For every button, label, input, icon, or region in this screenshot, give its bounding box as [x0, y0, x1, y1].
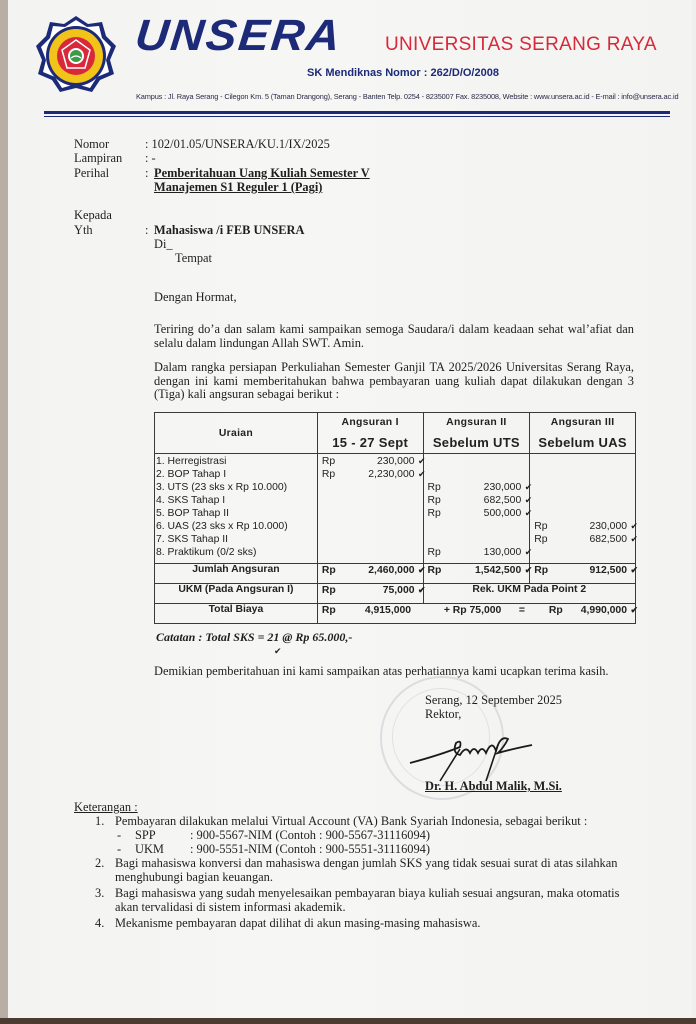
total-a1: 4,915,000: [364, 605, 412, 616]
desk-edge-left: [0, 0, 8, 1024]
note-1-number: 1.: [95, 814, 105, 828]
sk-number: SK Mendiknas Nomor : 262/D/O/2008: [307, 67, 499, 79]
closing-paragraph: Demikian pemberitahuan ini kami sampaikan atas perhatiannya kami ucapkan terima kasih.: [154, 664, 609, 678]
jumlah-a3: Rp 912,500 ✔: [530, 564, 636, 584]
check-mark-icon: ✔: [417, 585, 426, 595]
kepada-label: Kepada: [74, 208, 112, 222]
ukm-label: UKM (Pada Angsuran I): [155, 584, 318, 604]
item-bop-tahap-1: 2. BOP Tahap I: [156, 469, 227, 480]
installment-table: [154, 412, 636, 624]
check-mark-icon: ✔: [630, 605, 638, 615]
header-rule-thin: [44, 116, 670, 117]
a2-praktikum: Rp 130,000 ✔: [427, 547, 533, 558]
paragraph-greeting: Teriring do’a dan salam kami sampaikan semoga Saudara/i dalam keadaan sehat wal’afiat dan selalu dalam lindungan Allah SWT. Amin.: [154, 322, 634, 350]
catatan-note: Catatan : Total SKS = 21 @ Rp 65.000,-: [156, 630, 353, 644]
item-bop-tahap-2: 5. BOP Tahap II: [156, 508, 229, 519]
brand-wordmark: UNSERA: [133, 10, 345, 60]
perihal-line-2: Manajemen S1 Reguler 1 (Pagi): [154, 180, 323, 194]
check-mark-icon: ✔: [274, 646, 282, 656]
check-mark-icon: ✔: [417, 469, 426, 479]
yth-colon: :: [145, 223, 149, 237]
keterangan-title: Keterangan :: [74, 800, 138, 814]
check-mark-icon: ✔: [524, 508, 533, 518]
note-3-line-2: akan tervalidasi di sistem informasi akademik.: [115, 900, 346, 914]
note-3-number: 3.: [95, 886, 105, 900]
header-angsuran-3: Angsuran III: [530, 413, 636, 432]
check-mark-icon: ✔: [630, 534, 638, 544]
a2-bop-tahap-2: Rp 500,000 ✔: [427, 508, 533, 519]
note-2-number: 2.: [95, 856, 105, 870]
item-herregistrasi: 1. Herregistrasi: [156, 456, 227, 467]
ukm-dash: -: [117, 842, 122, 856]
item-uas: 6. UAS (23 sks x Rp 10.000): [156, 521, 288, 532]
nomor-value: : 102/01.05/UNSERA/KU.1/IX/2025: [145, 137, 330, 151]
university-name: UNIVERSITAS SERANG RAYA: [385, 34, 657, 55]
jumlah-a2: Rp 1,542,500 ✔: [423, 564, 530, 584]
total-row: Rp 4,915,000 + Rp 75,000 = Rp 4,990,000 ✔: [317, 604, 635, 624]
total-label: Total Biaya: [155, 604, 318, 624]
header-rule-thick: [44, 111, 670, 114]
check-mark-icon: ✔: [524, 547, 533, 557]
jumlah-a1: Rp 2,460,000 ✔: [317, 564, 423, 584]
check-mark-icon: ✔: [524, 495, 533, 505]
spp-label: SPP: [135, 828, 156, 842]
note-2-line-1: Bagi mahasiswa konversi dan mahasiswa dengan jumlah SKS yang tidak sesuai surat di atas silahkan: [115, 856, 618, 870]
note-4-number: 4.: [95, 916, 105, 930]
signatory-name: Dr. H. Abdul Malik, M.Si.: [425, 779, 562, 793]
angsuran-1-amounts: [317, 454, 426, 564]
angsuran-2-amounts: [423, 454, 533, 564]
header-angsuran-1-period: 15 - 27 Sept: [317, 431, 423, 454]
jumlah-label: Jumlah Angsuran: [155, 564, 318, 584]
a2-sks-tahap-1: Rp 682,500 ✔: [427, 495, 533, 506]
ukm-va-label: UKM: [135, 842, 164, 856]
salutation: Dengan Hormat,: [154, 290, 237, 304]
total-equals: =: [518, 605, 525, 616]
note-2-line-2: menghubungi bagian keuangan.: [115, 870, 273, 884]
check-mark-icon: ✔: [630, 521, 638, 531]
note-4-text: Mekanisme pembayaran dapat dilihat di akun masing-masing mahasiswa.: [115, 916, 481, 930]
perihal-label: Perihal: [74, 166, 110, 180]
university-logo: [34, 14, 118, 98]
perihal-line-1: Pemberitahuan Uang Kuliah Semester V: [154, 166, 370, 180]
recipient-di: Di_: [154, 237, 173, 251]
item-praktikum: 8. Praktikum (0/2 sks): [156, 547, 257, 558]
a1-herregistrasi: Rp 230,000 ✔: [321, 456, 426, 467]
item-uts: 3. UTS (23 sks x Rp 10.000): [156, 482, 288, 493]
check-mark-icon: ✔: [417, 565, 426, 575]
ukm-va-value: : 900-5551-NIM (Contoh : 900-5551-31116094): [190, 842, 430, 856]
check-mark-icon: ✔: [524, 482, 533, 492]
signatory-title: Rektor,: [425, 707, 462, 721]
lampiran-label: Lampiran: [74, 151, 123, 165]
total-ukm-plus: + Rp 75,000: [443, 605, 502, 616]
items-column: [155, 454, 318, 564]
lampiran-value: : -: [145, 151, 156, 165]
perihal-colon: :: [145, 166, 149, 180]
header-angsuran-2: Angsuran II: [423, 413, 530, 432]
place-date: Serang, 12 September 2025: [425, 693, 562, 707]
nomor-label: Nomor: [74, 137, 110, 151]
note-1-text: Pembayaran dilakukan melalui Virtual Account (VA) Bank Syariah Indonesia, sebagai berikut :: [115, 814, 588, 828]
note-3-line-1: Bagi mahasiswa yang sudah menyelesaikan pembayaran biaya kuliah sesuai angsuran, maka otomatis: [115, 886, 620, 900]
total-final: 4,990,000: [580, 605, 627, 616]
recipient: Mahasiswa /i FEB UNSERA: [154, 223, 305, 237]
ukm-note: Rek. UKM Pada Point 2: [423, 584, 635, 604]
header-angsuran-2-period: Sebelum UTS: [423, 431, 530, 454]
check-mark-icon: ✔: [630, 565, 638, 575]
check-mark-icon: ✔: [524, 565, 533, 575]
ukm-a1: Rp 75,000 ✔: [317, 584, 423, 604]
handwritten-signature: [400, 725, 550, 785]
spp-dash: -: [117, 828, 122, 842]
recipient-tempat: Tempat: [175, 251, 212, 265]
angsuran-3-amounts: [530, 454, 636, 564]
paragraph-intro: Dalam rangka persiapan Perkuliahan Semester Ganjil TA 2025/2026 Universitas Serang Raya, dengan ini kami memberitahukan bahwa pembayaran uang kuliah dapat dilakukan dengan 3 (Tiga) kali angsuran sebagai berikut :: [154, 360, 634, 401]
spp-value: : 900-5567-NIM (Contoh : 900-5567-31116094): [190, 828, 430, 842]
a2-uts: Rp 230,000 ✔: [427, 482, 533, 493]
header-angsuran-3-period: Sebelum UAS: [530, 431, 636, 454]
a1-bop-tahap-1: Rp 2,230,000 ✔: [321, 469, 426, 480]
a3-sks-tahap-2: Rp 682,500 ✔: [534, 534, 638, 545]
campus-address: Kampus : Jl. Raya Serang - Cilegon Km. 5 (Taman Drangong), Serang - Banten Telp. 0254 - 8235007 Fax. 8235008, Website : www.unsera.ac.id - E-mail : info@unsera.ac.id: [136, 92, 679, 101]
item-sks-tahap-2: 7. SKS Tahap II: [156, 534, 229, 545]
item-sks-tahap-1: 4. SKS Tahap I: [156, 495, 226, 506]
header-angsuran-1: Angsuran I: [317, 413, 423, 432]
check-mark-icon: ✔: [417, 456, 426, 466]
yth-label: Yth: [74, 223, 93, 237]
header-uraian: Uraian: [155, 413, 318, 454]
a3-uas: Rp 230,000 ✔: [534, 521, 638, 532]
desk-edge-bottom: [0, 1018, 696, 1024]
